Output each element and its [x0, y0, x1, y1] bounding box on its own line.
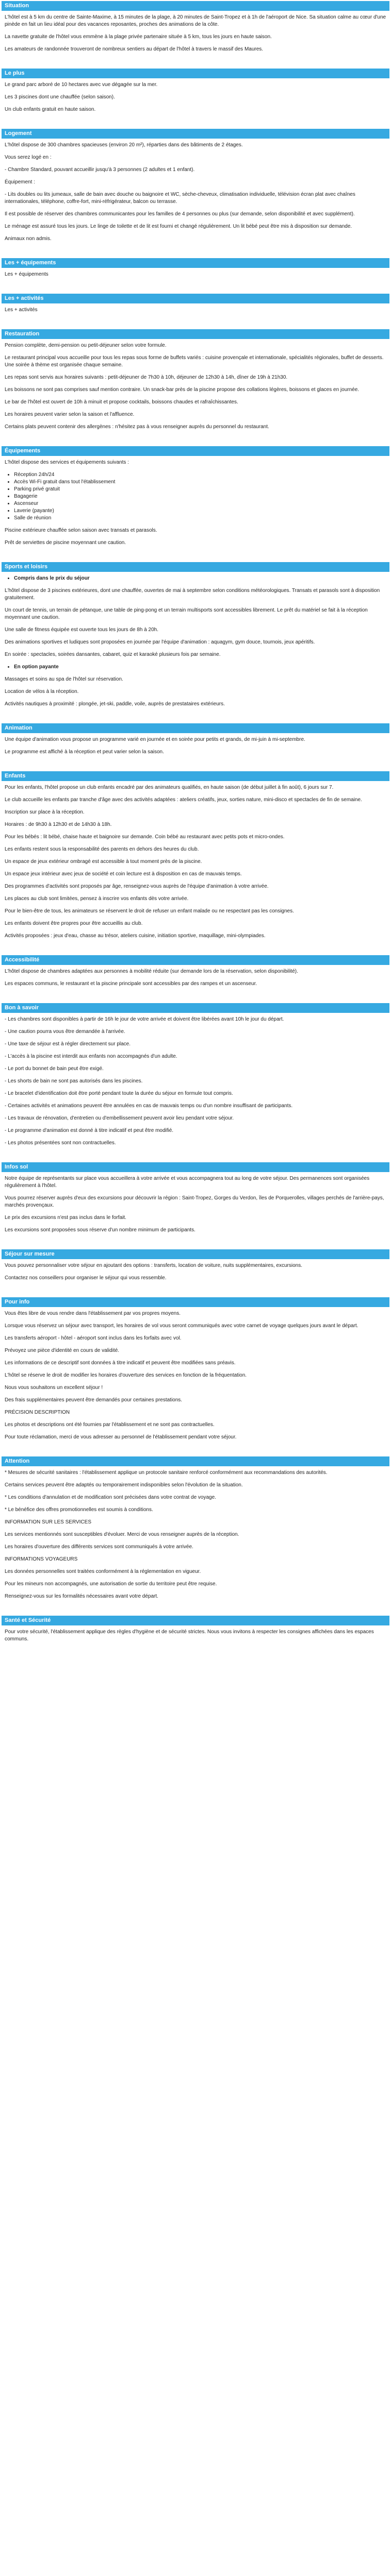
paragraph: L'hôtel se réserve le droit de modifier les horaires d'ouverture des services en fonction de la fréquentation.: [5, 1372, 247, 1378]
paragraph: Inscription sur place à la réception.: [5, 809, 85, 815]
paragraph: Il est possible de réserver des chambres communicantes pour les familles de 4 personnes ou plus (sur demande, selon disponibilité et avec supplément).: [5, 211, 355, 217]
section-header-info-sol: Infos sol: [2, 1162, 389, 1172]
paragraph: Les horaires d'ouverture des différents services sont communiqués à votre arrivée.: [5, 1544, 193, 1550]
paragraph: L'hôtel dispose des services et équipements suivants :: [5, 460, 129, 465]
paragraph: Les + équipements: [5, 272, 48, 277]
paragraph: * Le bénéfice des offres promotionnelles est soumis à conditions.: [5, 1507, 153, 1513]
paragraph: Les espaces communs, le restaurant et la piscine principale sont accessibles par des rampes et un ascenseur.: [5, 981, 257, 987]
section-le-plus: [2, 78, 389, 121]
paragraph: - L'accès à la piscine est interdit aux enfants non accompagnés d'un adulte.: [5, 1054, 177, 1059]
paragraph: Les photos et descriptions ont été fournies par l'établissement et ne sont pas contractuelles.: [5, 1422, 215, 1428]
paragraph: Renseignez-vous sur les formalités nécessaires avant votre départ.: [5, 1594, 158, 1599]
paragraph: Un club enfants gratuit en haute saison.: [5, 107, 96, 112]
paragraph: Certains services peuvent être adaptés ou temporairement indisponibles selon l'évolution de la situation.: [5, 1482, 243, 1488]
hotel-description-page: [2, 0, 389, 1655]
paragraph: Notre équipe de représentants sur place vous accueillera à votre arrivée et vous accompagnera tout au long de votre séjour. Des permanences sont organisées régulièrement à l'hôtel.: [5, 1176, 370, 1189]
paragraph: Prêt de serviettes de piscine moyennant une caution.: [5, 540, 126, 546]
list-item: • Salle de réunion: [14, 515, 386, 522]
paragraph: Des programmes d'activités sont proposés par âge, renseignez-vous auprès de l'équipe d'animation à votre arrivée.: [5, 884, 269, 889]
paragraph: - Le port du bonnet de bain peut être exigé.: [5, 1066, 104, 1072]
section-plus-activites: [2, 303, 389, 321]
paragraph: - Les travaux de rénovation, d'entretien ou d'embellissement peuvent avoir lieu pendant votre séjour.: [5, 1115, 234, 1121]
list-item: • Réception 24h/24: [14, 471, 386, 479]
paragraph: - Une caution pourra vous être demandée à l'arrivée.: [5, 1029, 125, 1035]
paragraph: Pour votre sécurité, l'établissement applique des règles d'hygiène et de sécurité strictes. Nous vous invitons à respecter les consignes affichées dans les espaces communs.: [5, 1629, 374, 1642]
paragraph: Contactez nos conseillers pour organiser le séjour qui vous ressemble.: [5, 1275, 167, 1281]
paragraph: Le ménage est assuré tous les jours. Le linge de toilette et de lit est fourni et changé régulièrement. Un lit bébé peut être mis à disposition sur demande.: [5, 224, 352, 229]
paragraph: - Une taxe de séjour est à régler directement sur place.: [5, 1041, 131, 1047]
paragraph: Pour le bien-être de tous, les animateurs se réservent le droit de refuser un enfant malade ou ne respectant pas les consignes.: [5, 908, 294, 914]
paragraph: - Le bracelet d'identification doit être porté pendant toute la durée du séjour en formule tout compris.: [5, 1091, 233, 1096]
sports-optional-list: [5, 664, 386, 671]
section-header-equipements: Équipements: [2, 446, 389, 456]
paragraph: Vous êtes libre de vous rendre dans l'établissement par vos propres moyens.: [5, 1311, 181, 1316]
paragraph: Piscine extérieure chauffée selon saison avec transats et parasols.: [5, 528, 157, 533]
paragraph: Pour toute réclamation, merci de vous adresser au personnel de l'établissement pendant votre séjour.: [5, 1434, 237, 1440]
paragraph: Activités proposées : jeux d'eau, chasse au trésor, ateliers cuisine, initiation sportive, maquillage, mini-olympiades.: [5, 933, 266, 939]
section-equipements: [2, 456, 389, 554]
paragraph: Les informations de ce descriptif sont données à titre indicatif et peuvent être modifiées sans préavis.: [5, 1360, 236, 1366]
paragraph: Massages et soins au spa de l'hôtel sur réservation.: [5, 676, 123, 682]
list-item: • Accès Wi-Fi gratuit dans tout l'établissement: [14, 479, 386, 486]
paragraph: Animaux non admis.: [5, 236, 52, 242]
paragraph: L'hôtel dispose de chambres adaptées aux personnes à mobilité réduite (sur demande lors de la réservation, selon disponibilité).: [5, 969, 298, 974]
paragraph: Activités nautiques à proximité : plongée, jet-ski, paddle, voile, auprès de prestataires extérieurs.: [5, 701, 225, 707]
paragraph: Vous pouvez personnaliser votre séjour en ajoutant des options : transferts, location de voiture, nuits supplémentaires, excursions.: [5, 1263, 302, 1268]
section-header-sejour-mesure: Séjour sur mesure: [2, 1249, 389, 1259]
paragraph: * Les conditions d'annulation et de modification sont précisées dans votre contrat de voyage.: [5, 1495, 216, 1500]
paragraph: Nous vous souhaitons un excellent séjour !: [5, 1385, 103, 1391]
paragraph: - Lits doubles ou lits jumeaux, salle de bain avec douche ou baignoire et WC, sèche-cheveux, climatisation individuelle, télévision écran plat avec chaînes internationales, téléphone, coffre-fort, mini-réfrigérateur, balcon ou terrasse.: [5, 192, 355, 205]
list-item: • Ascenseur: [14, 500, 386, 507]
section-header-accessibilite: Accessibilité: [2, 955, 389, 965]
section-info-sol: [2, 1172, 389, 1241]
section-header-pour-info: Pour info: [2, 1297, 389, 1307]
paragraph: PRÉCISION DESCRIPTION: [5, 1410, 70, 1415]
paragraph: Pour les enfants, l'hôtel propose un club enfants encadré par des animateurs qualifiés, en haute saison (de début juillet à fin août), 6 jours sur 7.: [5, 785, 334, 790]
paragraph: Lorsque vous réservez un séjour avec transport, les horaires de vol vous seront communiqués avec votre carnet de voyage quelques jours avant le départ.: [5, 1323, 359, 1329]
paragraph: La navette gratuite de l'hôtel vous emmène à la plage privée partenaire située à 5 km, tous les jours en haute saison.: [5, 34, 272, 40]
section-header-logement: Logement: [2, 129, 389, 139]
paragraph: - Les photos présentées sont non contractuelles.: [5, 1140, 116, 1146]
paragraph: Le prix des excursions n'est pas inclus dans le forfait.: [5, 1215, 126, 1221]
paragraph: Les horaires peuvent varier selon la saison et l'affluence.: [5, 412, 135, 417]
section-header-attention: Attention: [2, 1456, 389, 1466]
section-header-animation: Animation: [2, 723, 389, 733]
sports-included-list: [5, 575, 386, 582]
paragraph: Certains plats peuvent contenir des allergènes : n'hésitez pas à vous renseigner auprès du personnel du restaurant.: [5, 424, 269, 430]
paragraph: Le restaurant principal vous accueille pour tous les repas sous forme de buffets variés : cuisine provençale et internationale, spécialités régionales, buffet de desserts. Une soirée à thème est organisée chaque semaine.: [5, 355, 384, 368]
section-plus-equipements: [2, 268, 389, 285]
paragraph: Les transferts aéroport - hôtel - aéroport sont inclus dans les forfaits avec vol.: [5, 1335, 182, 1341]
paragraph: Le programme est affiché à la réception et peut varier selon la saison.: [5, 749, 164, 755]
section-header-sante-securite: Santé et Sécurité: [2, 1616, 389, 1625]
paragraph: - Chambre Standard, pouvant accueillir jusqu'à 3 personnes (2 adultes et 1 enfant).: [5, 167, 195, 173]
equipment-list: [5, 471, 386, 522]
paragraph: Une équipe d'animation vous propose un programme varié en journée et en soirée pour petits et grands, de mi-juin à mi-septembre.: [5, 737, 305, 742]
list-item: • Laverie (payante): [14, 507, 386, 515]
section-header-plus-activites: Les + activités: [2, 294, 389, 303]
paragraph: Les amateurs de randonnée trouveront de nombreux sentiers au départ de l'hôtel à travers le massif des Maures.: [5, 46, 264, 52]
paragraph: - Les chambres sont disponibles à partir de 16h le jour de votre arrivée et doivent être libérées avant 10h le jour du départ.: [5, 1016, 284, 1022]
paragraph: Pour les mineurs non accompagnés, une autorisation de sortie du territoire peut être requise.: [5, 1581, 217, 1587]
paragraph: Pour les bébés : lit bébé, chaise haute et baignoire sur demande. Coin bébé au restaurant avec petits pots et micro-ondes.: [5, 834, 285, 840]
paragraph: INFORMATION SUR LES SERVICES: [5, 1519, 91, 1525]
paragraph: Les repas sont servis aux horaires suivants : petit-déjeuner de 7h30 à 10h, déjeuner de 12h30 à 14h, dîner de 19h à 21h30.: [5, 375, 288, 380]
paragraph: Le club accueille les enfants par tranche d'âge avec des activités adaptées : ateliers créatifs, jeux, sorties nature, mini-disco et spectacles de fin de semaine.: [5, 797, 362, 803]
paragraph: - Le programme d'animation est donné à titre indicatif et peut être modifié.: [5, 1128, 174, 1133]
paragraph: Un espace jeux intérieur avec jeux de société et coin lecture est à disposition en cas de mauvais temps.: [5, 871, 242, 877]
paragraph: Un espace de jeux extérieur ombragé est accessible à tout moment près de la piscine.: [5, 859, 202, 865]
paragraph: INFORMATIONS VOYAGEURS: [5, 1556, 78, 1562]
paragraph: - Les shorts de bain ne sont pas autorisés dans les piscines.: [5, 1078, 143, 1084]
paragraph: Les + activités: [5, 307, 38, 313]
paragraph: Location de vélos à la réception.: [5, 689, 79, 694]
section-attention: [2, 1466, 389, 1607]
paragraph: Des animations sportives et ludiques sont proposées en journée par l'équipe d'animation : aquagym, gym douce, tournois, jeux apéritifs.: [5, 639, 315, 645]
paragraph: Les 3 piscines dont une chauffée (selon saison).: [5, 94, 115, 100]
paragraph: Vous pourrez réserver auprès d'eux des excursions pour découvrir la région : Saint-Tropez, Gorges du Verdon, îles de Porquerolles, villages perchés de l'arrière-pays, marchés provençaux.: [5, 1195, 384, 1208]
paragraph: Pension complète, demi-pension ou petit-déjeuner selon votre formule.: [5, 343, 167, 348]
paragraph: Les données personnelles sont traitées conformément à la réglementation en vigueur.: [5, 1569, 201, 1574]
paragraph: Les places au club sont limitées, pensez à inscrire vos enfants dès votre arrivée.: [5, 896, 189, 902]
paragraph: En soirée : spectacles, soirées dansantes, cabaret, quiz et karaoké plusieurs fois par semaine.: [5, 652, 221, 657]
paragraph: Une salle de fitness équipée est ouverte tous les jours de 8h à 20h.: [5, 627, 158, 633]
paragraph: Les excursions sont proposées sous réserve d'un nombre minimum de participants.: [5, 1227, 196, 1233]
section-pour-info: [2, 1307, 389, 1448]
paragraph: * Mesures de sécurité sanitaires : l'établissement applique un protocole sanitaire renforcé conformément aux recommandations des autorités.: [5, 1470, 328, 1476]
paragraph: Les services mentionnés sont susceptibles d'évoluer. Merci de vous renseigner auprès de la réception.: [5, 1532, 239, 1537]
section-situation: [2, 11, 389, 60]
paragraph: Équipement :: [5, 179, 35, 185]
section-header-enfants: Enfants: [2, 771, 389, 781]
paragraph: Les enfants restent sous la responsabilité des parents en dehors des heures du club.: [5, 846, 199, 852]
section-enfants: [2, 781, 389, 947]
paragraph: Vous serez logé en :: [5, 155, 52, 160]
paragraph: - Certaines activités et animations peuvent être annulées en cas de mauvais temps ou d'un nombre insuffisant de participants.: [5, 1103, 293, 1109]
subheading-included: • Compris dans le prix du séjour: [14, 575, 386, 582]
section-header-situation: Situation: [2, 1, 389, 11]
section-accessibilite: [2, 965, 389, 995]
section-animation: [2, 733, 389, 763]
subheading-optional: • En option payante: [14, 664, 386, 671]
section-header-plus-equipements: Les + équipements: [2, 258, 389, 268]
paragraph: Des frais supplémentaires peuvent être demandés pour certaines prestations.: [5, 1397, 183, 1403]
paragraph: L'hôtel dispose de 3 piscines extérieures, dont une chauffée, ouvertes de mai à septembre selon conditions météorologiques. Transats et parasols sont à disposition gratuitement.: [5, 588, 380, 601]
section-header-le-plus: Le plus: [2, 69, 389, 78]
section-logement: [2, 139, 389, 250]
list-item: • Parking privé gratuit: [14, 486, 386, 493]
paragraph: L'hôtel dispose de 300 chambres spacieuses (environ 20 m²), réparties dans des bâtiments de 2 étages.: [5, 142, 243, 148]
paragraph: Prévoyez une pièce d'identité en cours de validité.: [5, 1348, 120, 1353]
paragraph: Le bar de l'hôtel est ouvert de 10h à minuit et propose cocktails, boissons chaudes et rafraîchissantes.: [5, 399, 238, 405]
list-item: • Bagagerie: [14, 493, 386, 500]
section-restauration: [2, 339, 389, 438]
section-header-restauration: Restauration: [2, 329, 389, 339]
paragraph: Les enfants doivent être propres pour être accueillis au club.: [5, 921, 143, 926]
paragraph: Les boissons ne sont pas comprises sauf mention contraire. Un snack-bar près de la piscine propose des collations légères, boissons et glaces en journée.: [5, 387, 360, 393]
section-sports: [2, 572, 389, 715]
section-header-sports: Sports et loisirs: [2, 562, 389, 572]
paragraph: L'hôtel est à 5 km du centre de Sainte-Maxime, à 15 minutes de la plage, à 20 minutes de Saint-Tropez et à 1h de l'aéroport de Nice. Sa situation calme au cœur d'une pinède en fait un lieu idéal pour des vacances reposantes, proches des animations de la côte.: [5, 14, 386, 27]
paragraph: Horaires : de 9h30 à 12h30 et de 14h30 à 18h.: [5, 822, 112, 827]
section-bon-a-savoir: [2, 1013, 389, 1154]
paragraph: Un court de tennis, un terrain de pétanque, une table de ping-pong et un terrain multisports sont accessibles librement. Le prêt du matériel se fait à la réception moyennant une caution.: [5, 607, 368, 620]
section-sejour-mesure: [2, 1259, 389, 1289]
section-header-bon-a-savoir: Bon à savoir: [2, 1003, 389, 1013]
paragraph: Le grand parc arboré de 10 hectares avec vue dégagée sur la mer.: [5, 82, 158, 88]
section-sante-securite: [2, 1625, 389, 1650]
